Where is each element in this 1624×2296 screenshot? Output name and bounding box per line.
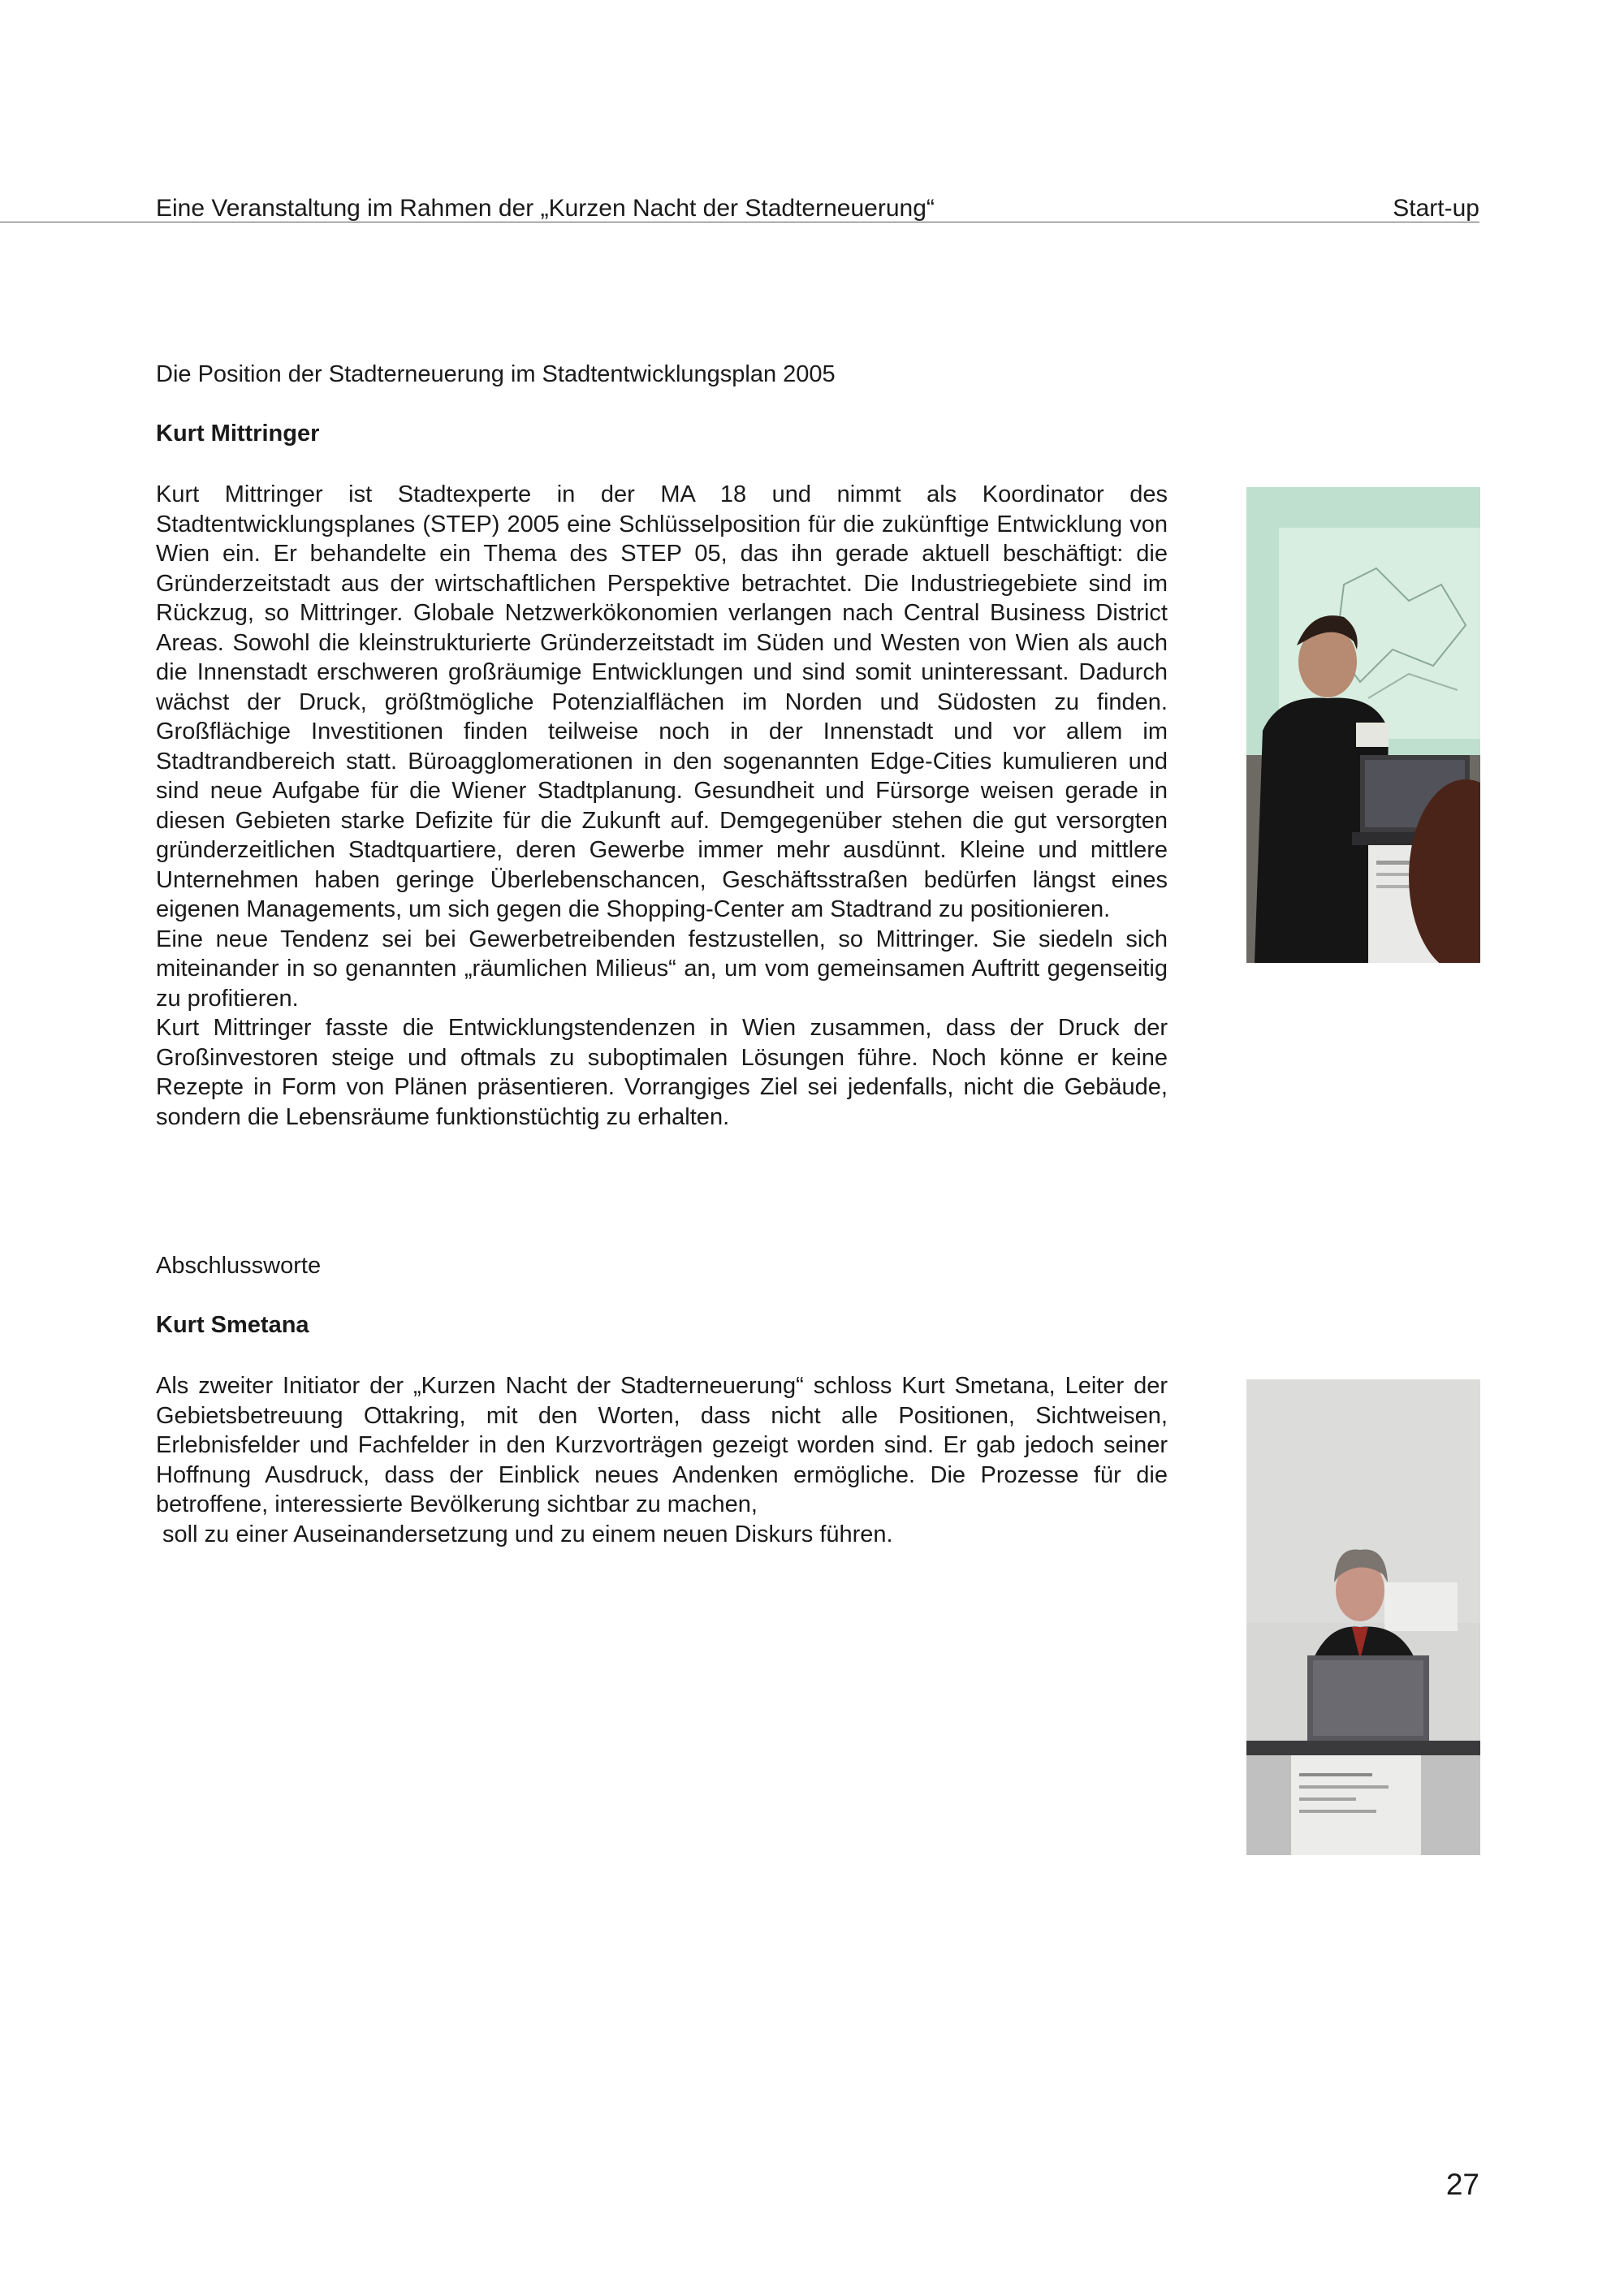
photo-kurt-mittringer bbox=[1246, 487, 1480, 963]
header-title: Eine Veranstaltung im Rahmen der „Kurzen Nacht der Stadterneuerung“ bbox=[156, 195, 935, 222]
section2-body bbox=[156, 1371, 1168, 1549]
section1-author: Kurt Mittringer bbox=[156, 421, 320, 447]
section1-paragraph: Eine neue Tendenz sei bei Gewerbetreibenden festzustellen, so Mittringer. Sie siedeln sich miteinander in so genannten „räumlichen Milieus“ an, um vom gemeinsamen Auftritt gegenseitig zu profitieren. bbox=[156, 926, 1168, 1012]
section1-body bbox=[156, 480, 1168, 1132]
page-number: 27 bbox=[1445, 2168, 1479, 2201]
section2-paragraph: soll zu einer Auseinandersetzung und zu einem neuen Diskurs führen. bbox=[156, 1521, 893, 1547]
section2-heading: Abschlussworte bbox=[156, 1253, 322, 1279]
section1-paragraph: Kurt Mittringer ist Stadtexperte in der MA 18 und nimmt als Koordinator des Stadtentwicklungsplanes (STEP) 2005 eine Schlüsselposition für die zukünftige Entwicklung von Wien ein. Er behandelte ein Thema des STEP 05, das ihn gerade aktuell beschäftigt: die Gründerzeitstadt aus der wirtschaftlichen Perspektive betrachtet. Die Industriegebiete sind im Rückzug, so Mittringer. Globale Netzwerkökonomien verlangen nach Central Business District Areas. Sowohl die kleinstrukturierte Gründerzeitstadt im Süden und Westen von Wien als auch die Innenstadt erschweren großräumige Entwicklungen und sind somit uninteressant. Dadurch wächst der Druck, größtmögliche Potenzialflächen im Norden und Südosten zu finden. Großflächige Investitionen finden teilweise noch in der Innenstadt und vor allem im Stadtrandbereich statt. Büroagglomerationen in den sogenannten Edge-Cities kumulieren und sind neue Aufgabe für die Wiener Stadtplanung. Gesundheit und Fürsorge weisen gerade in diesen Gebieten starke Defizite für die Zukunft auf. Demgegenüber stehen die gut versorgten gründerzeitlichen Stadtquartiere, deren Gewerbe immer mehr ausdünnt. Kleine und mittlere Unternehmen haben geringe Überlebenschancen, Geschäftsstraßen bedürfen längst eines eigenen Managements, um sich gegen die Shopping-Center am Stadtrand zu positionieren. bbox=[156, 481, 1168, 922]
section2-author: Kurt Smetana bbox=[156, 1312, 309, 1338]
photo-kurt-smetana bbox=[1246, 1379, 1480, 1855]
section1-heading: Die Position der Stadterneuerung im Stadtentwicklungsplan 2005 bbox=[156, 361, 836, 387]
section2-paragraph: Als zweiter Initiator der „Kurzen Nacht der Stadterneuerung“ schloss Kurt Smetana, Leiter der Gebietsbetreuung Ottakring, mit den Worten, dass nicht alle Positionen, Sichtweisen, Erlebnisfelder und Fachfelder in den Kurzvorträgen gezeigt worden sind. Er gab jedoch seiner Hoffnung Ausdruck, dass der Einblick neues Andenken ermögliche. Die Prozesse für die betroffene, interessierte Bevölkerung sichtbar zu machen, bbox=[156, 1373, 1168, 1517]
section1-paragraph: Kurt Mittringer fasste die Entwicklungstendenzen in Wien zusammen, dass der Druck der Großinvestoren steige und oftmals zu suboptimalen Lösungen führe. Noch könne er keine Rezepte in Form von Plänen präsentieren. Vorrangiges Ziel sei jedenfalls, nicht die Gebäude, sondern die Lebensräume funktionstüchtig zu erhalten. bbox=[156, 1015, 1168, 1130]
header-section-label: Start-up bbox=[1393, 195, 1479, 222]
